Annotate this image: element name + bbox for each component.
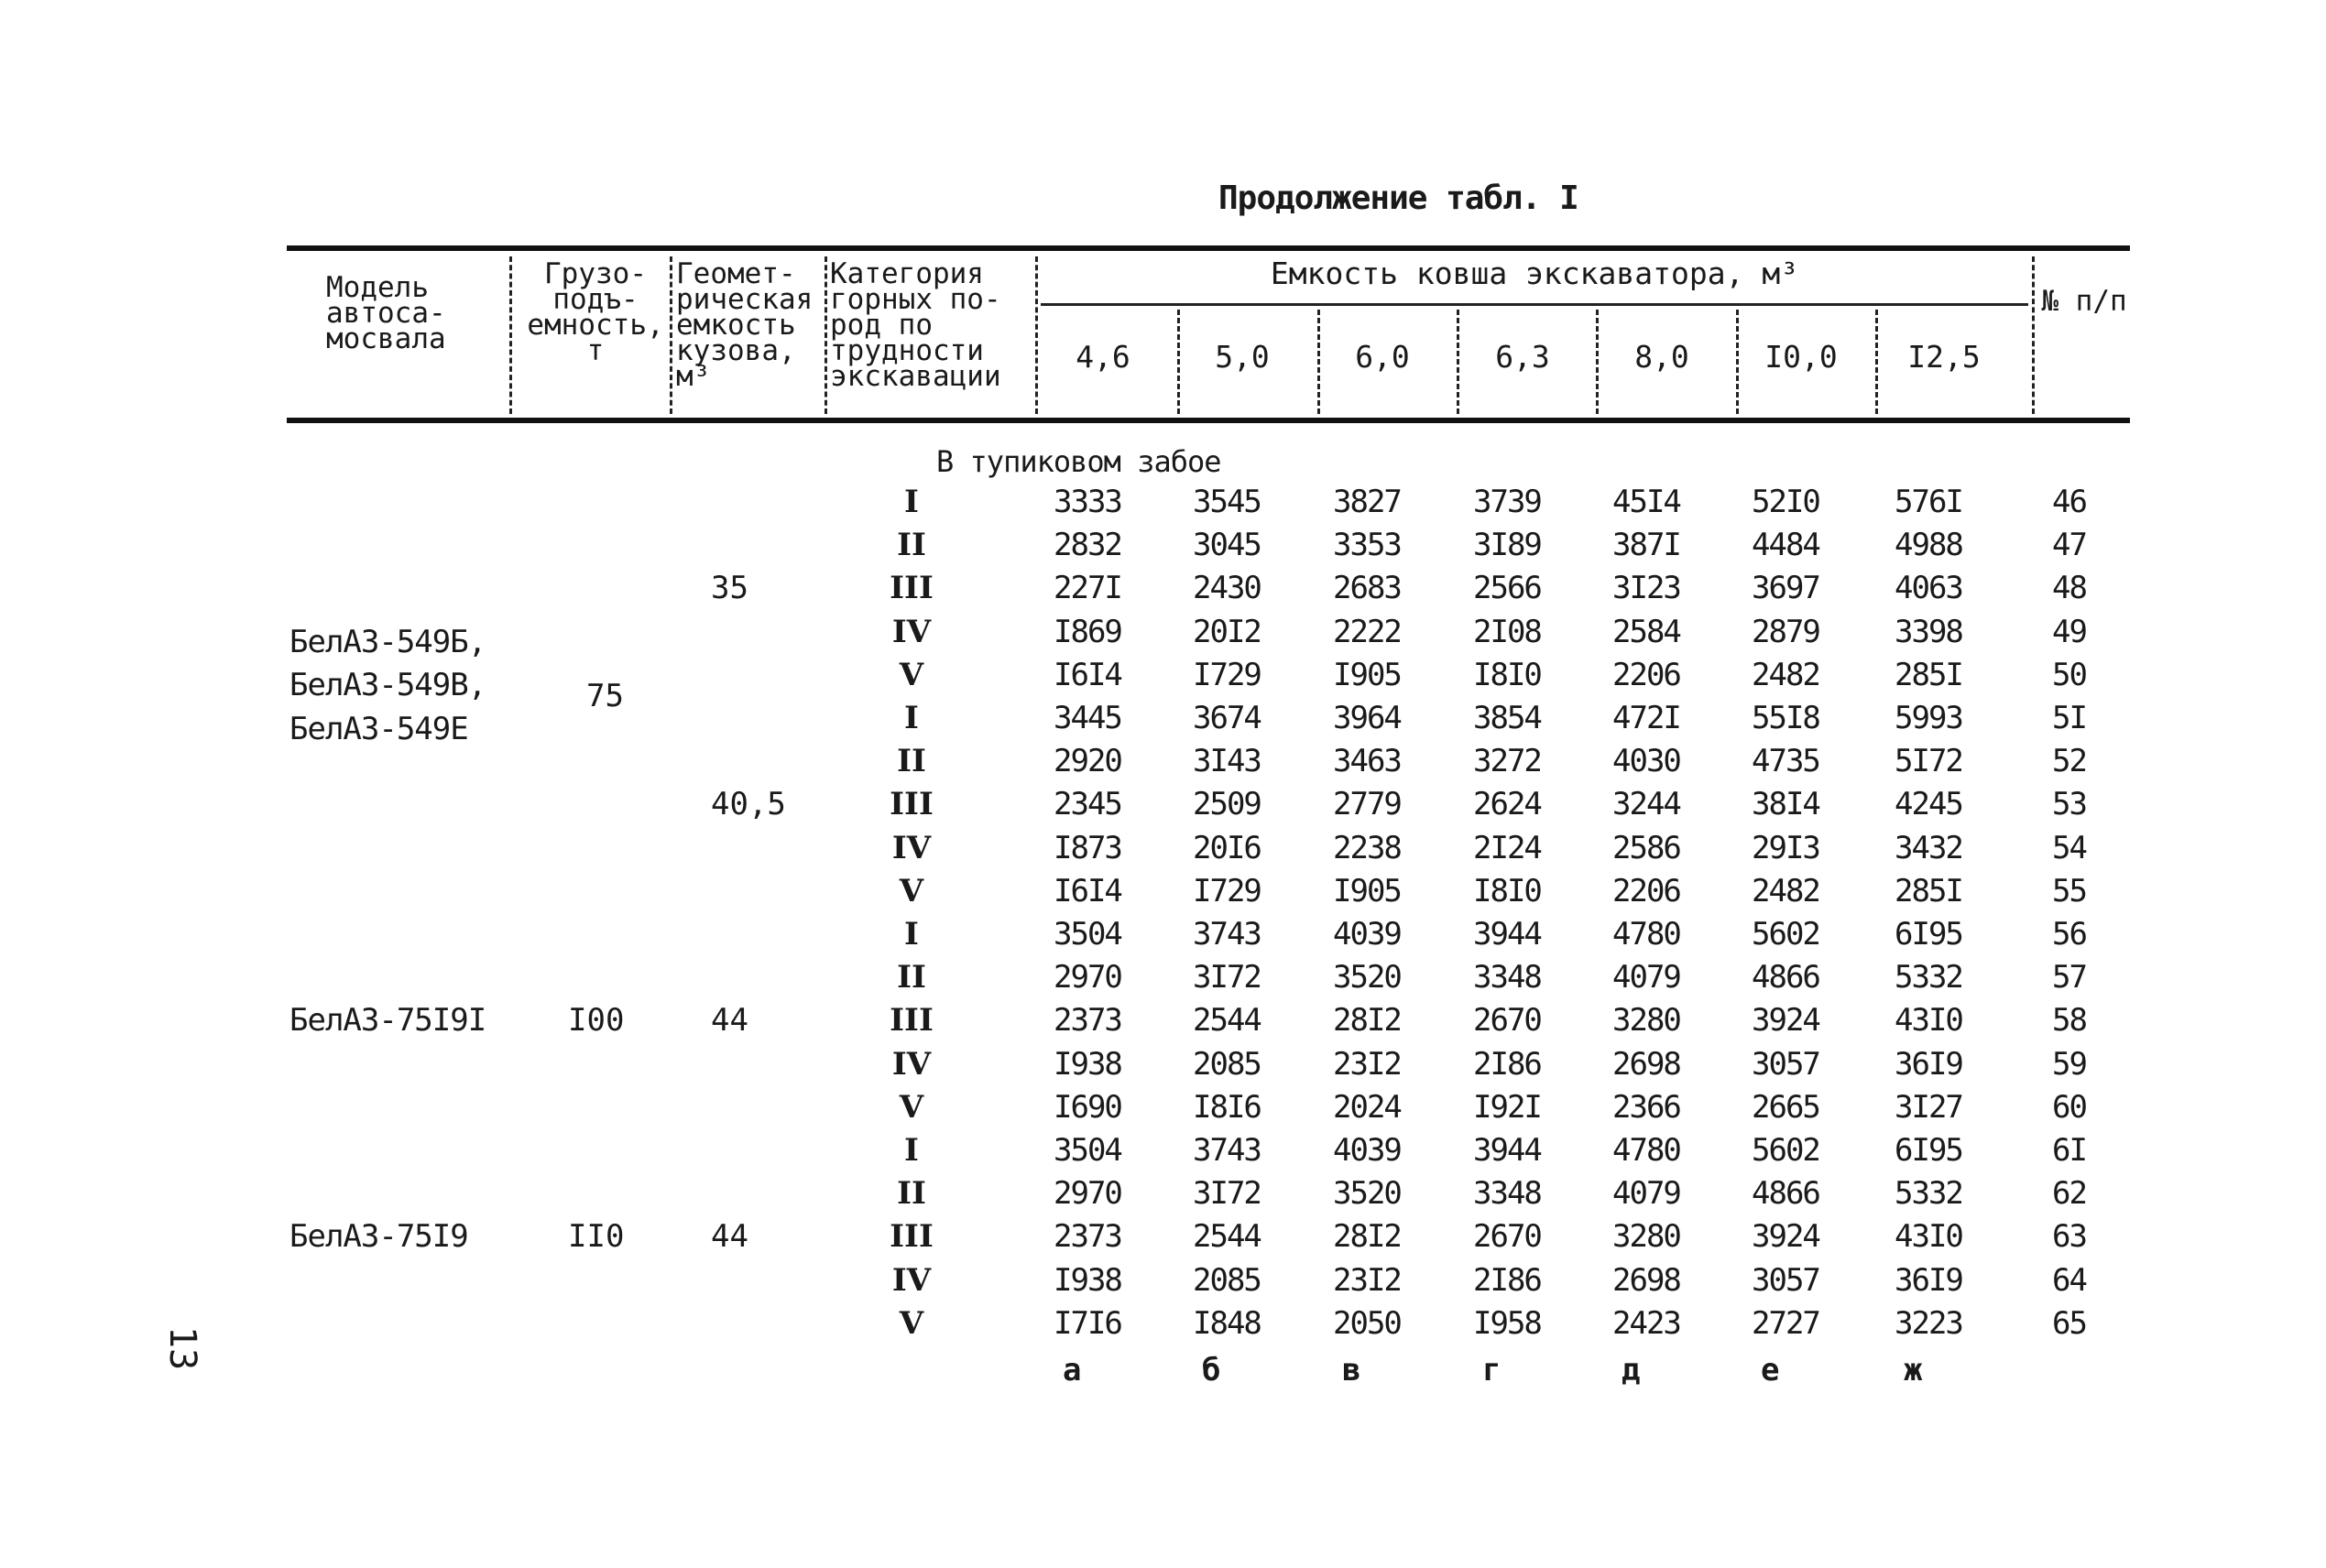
- truck-model: БелАЗ-549Б,: [289, 624, 486, 661]
- header-sep: [1596, 310, 1599, 414]
- rock-category: IV: [891, 1045, 932, 1083]
- rock-category: III: [890, 1002, 934, 1040]
- table-cell: 3743: [1193, 1132, 1261, 1169]
- table-cell: 3I89: [1473, 527, 1541, 564]
- table-cell: 3743: [1193, 916, 1261, 953]
- table-cell: I8I6: [1193, 1088, 1261, 1126]
- table-cell: 4780: [1612, 1132, 1680, 1169]
- table-cell: 2085: [1193, 1261, 1261, 1299]
- row-number: 54: [2052, 829, 2086, 866]
- table-cell: 4866: [1752, 1175, 1819, 1213]
- table-cell: 3827: [1333, 484, 1401, 520]
- table-cell: 2482: [1752, 656, 1819, 693]
- table-cell: 4735: [1752, 743, 1819, 780]
- table-cell: 38I4: [1752, 786, 1819, 823]
- table-cell: I938: [1054, 1045, 1121, 1083]
- truck-model: БелАЗ-75I9: [289, 1218, 468, 1256]
- column-letter: г: [1482, 1352, 1500, 1388]
- table-cell: 3I23: [1612, 570, 1680, 607]
- table-cell: 3272: [1473, 743, 1541, 780]
- rock-category: I: [904, 700, 919, 736]
- rock-category: IV: [891, 1261, 932, 1299]
- row-number: 49: [2052, 613, 2086, 650]
- table-cell: 23I2: [1333, 1261, 1401, 1299]
- table-cell: 23I2: [1333, 1045, 1401, 1083]
- table-cell: 4039: [1333, 1132, 1401, 1169]
- table-cell: 55I8: [1752, 700, 1819, 736]
- table-cell: I729: [1193, 656, 1261, 693]
- header-index: № п/п: [2041, 285, 2127, 318]
- table-cell: 6I95: [1895, 1132, 1962, 1169]
- header-bucket: Емкость ковша экскаватора, м³: [1270, 256, 1799, 291]
- header-sep: [1035, 256, 1038, 414]
- table-cell: 43I0: [1895, 1218, 1962, 1256]
- table-cell: 36I9: [1895, 1045, 1962, 1083]
- header-geometric: Геомет-рическая емкость кузова, м³: [676, 257, 814, 393]
- table-cell: I6I4: [1054, 872, 1121, 909]
- top-rule: [287, 245, 2130, 251]
- table-cell: 2586: [1612, 829, 1680, 866]
- table-cell: I690: [1054, 1088, 1121, 1126]
- table-cell: 20I6: [1193, 829, 1261, 866]
- table-cell: 5993: [1895, 700, 1962, 736]
- column-letter: б: [1202, 1352, 1219, 1388]
- table-cell: 6I95: [1895, 916, 1962, 953]
- table-cell: 2698: [1612, 1045, 1680, 1083]
- row-number: 56: [2052, 916, 2086, 953]
- table-cell: 4484: [1752, 527, 1819, 564]
- table-cell: 3545: [1193, 484, 1261, 520]
- row-number: 48: [2052, 570, 2086, 607]
- table-cell: 2544: [1193, 1218, 1261, 1256]
- header-sep: [670, 256, 672, 414]
- header-sep: [1177, 310, 1180, 414]
- table-cell: 29I3: [1752, 829, 1819, 866]
- table-cell: 2779: [1333, 786, 1401, 823]
- table-cell: 227I: [1054, 570, 1121, 607]
- rock-category: IV: [891, 613, 932, 650]
- table-cell: 36I9: [1895, 1261, 1962, 1299]
- table-cell: I8I0: [1473, 872, 1541, 909]
- table-cell: 2683: [1333, 570, 1401, 607]
- table-cell: 4245: [1895, 786, 1962, 823]
- bucket-column-header: I0,0: [1764, 339, 1838, 375]
- table-cell: 3353: [1333, 527, 1401, 564]
- load-capacity: II0: [568, 1218, 625, 1256]
- table-cell: 3964: [1333, 700, 1401, 736]
- bucket-column-header: I2,5: [1907, 339, 1981, 375]
- table-cell: I6I4: [1054, 656, 1121, 693]
- table-cell: 3398: [1895, 613, 1962, 650]
- table-cell: I938: [1054, 1261, 1121, 1299]
- row-number: 52: [2052, 743, 2086, 780]
- row-number: 58: [2052, 1002, 2086, 1040]
- table-cell: 2423: [1612, 1304, 1680, 1342]
- table-cell: 576I: [1895, 484, 1962, 520]
- table-cell: I7I6: [1054, 1304, 1121, 1342]
- rock-category: III: [890, 1218, 934, 1256]
- table-cell: 4079: [1612, 959, 1680, 996]
- table-cell: 2366: [1612, 1088, 1680, 1126]
- table-cell: 2727: [1752, 1304, 1819, 1342]
- table-cell: 3I27: [1895, 1088, 1962, 1126]
- column-letter: а: [1063, 1352, 1080, 1388]
- table-cell: 4780: [1612, 916, 1680, 953]
- table-cell: 2970: [1054, 959, 1121, 996]
- table-cell: 2624: [1473, 786, 1541, 823]
- header-category: Категория горных по-род по трудности экскавации: [830, 257, 1001, 393]
- row-number: 63: [2052, 1218, 2086, 1256]
- row-number: 62: [2052, 1175, 2086, 1213]
- table-cell: 3504: [1054, 1132, 1121, 1169]
- row-number: 64: [2052, 1261, 2086, 1299]
- rock-category: I: [904, 916, 919, 953]
- table-cell: 2345: [1054, 786, 1121, 823]
- table-cell: I905: [1333, 872, 1401, 909]
- bucket-column-header: 4,6: [1076, 339, 1130, 375]
- table-cell: 2509: [1193, 786, 1261, 823]
- geometric-capacity: 35: [711, 570, 748, 607]
- table-cell: 2373: [1054, 1002, 1121, 1040]
- table-cell: 3I43: [1193, 743, 1261, 780]
- row-number: 53: [2052, 786, 2086, 823]
- row-number: 60: [2052, 1088, 2086, 1126]
- table-cell: 2566: [1473, 570, 1541, 607]
- table-cell: 3445: [1054, 700, 1121, 736]
- table-cell: 2I86: [1473, 1261, 1541, 1299]
- table-cell: 5332: [1895, 959, 1962, 996]
- table-cell: 2670: [1473, 1002, 1541, 1040]
- header-sep: [1317, 310, 1320, 414]
- table-cell: 3854: [1473, 700, 1541, 736]
- table-cell: 4039: [1333, 916, 1401, 953]
- table-cell: 28I2: [1333, 1218, 1401, 1256]
- geometric-capacity: 44: [711, 1218, 748, 1256]
- section-title: В тупиковом забое: [936, 444, 1221, 479]
- column-letter: в: [1342, 1352, 1360, 1388]
- rock-category: III: [890, 786, 934, 823]
- table-cell: 3333: [1054, 484, 1121, 520]
- geometric-capacity: 44: [711, 1002, 748, 1040]
- table-cell: I848: [1193, 1304, 1261, 1342]
- table-cell: 2024: [1333, 1088, 1401, 1126]
- table-cell: 2920: [1054, 743, 1121, 780]
- table-cell: 28I2: [1333, 1002, 1401, 1040]
- bucket-column-header: 5,0: [1215, 339, 1270, 375]
- table-cell: 3520: [1333, 959, 1401, 996]
- table-cell: 4866: [1752, 959, 1819, 996]
- header-sep: [2032, 256, 2035, 414]
- truck-model: БелАЗ-549Е: [289, 710, 468, 747]
- table-cell: 4079: [1612, 1175, 1680, 1213]
- table-cell: I905: [1333, 656, 1401, 693]
- rock-category: II: [897, 527, 926, 564]
- table-cell: 43I0: [1895, 1002, 1962, 1040]
- table-cell: 2665: [1752, 1088, 1819, 1126]
- table-cell: 2238: [1333, 829, 1401, 866]
- page-number: 13: [161, 1326, 203, 1371]
- rock-category: IV: [891, 829, 932, 866]
- table-cell: 3504: [1054, 916, 1121, 953]
- table-cell: 3463: [1333, 743, 1401, 780]
- table-cell: 3924: [1752, 1218, 1819, 1256]
- row-number: 50: [2052, 656, 2086, 693]
- table-cell: I869: [1054, 613, 1121, 650]
- table-cell: 45I4: [1612, 484, 1680, 520]
- table-cell: 2584: [1612, 613, 1680, 650]
- rock-category: V: [899, 1088, 924, 1126]
- row-number: 5I: [2052, 700, 2086, 736]
- rock-category: II: [897, 1175, 926, 1213]
- rock-category: V: [899, 656, 924, 693]
- table-cell: 2222: [1333, 613, 1401, 650]
- rock-category: II: [897, 743, 926, 780]
- header-sep: [509, 256, 512, 414]
- table-cell: 3520: [1333, 1175, 1401, 1213]
- table-cell: 387I: [1612, 527, 1680, 564]
- table-cell: 2832: [1054, 527, 1121, 564]
- row-number: 46: [2052, 484, 2086, 520]
- table-cell: 20I2: [1193, 613, 1261, 650]
- load-capacity: I00: [568, 1002, 625, 1040]
- rock-category: V: [899, 872, 924, 909]
- table-cell: 3944: [1473, 1132, 1541, 1169]
- table-cell: 5602: [1752, 916, 1819, 953]
- table-cell: 5332: [1895, 1175, 1962, 1213]
- table-cell: 3280: [1612, 1002, 1680, 1040]
- bucket-header-rule: [1041, 303, 2028, 306]
- table-cell: 3674: [1193, 700, 1261, 736]
- table-cell: I729: [1193, 872, 1261, 909]
- row-number: 6I: [2052, 1132, 2086, 1169]
- truck-model: БелАЗ-549В,: [289, 667, 486, 704]
- table-cell: 3944: [1473, 916, 1541, 953]
- table-cell: 2206: [1612, 656, 1680, 693]
- row-number: 47: [2052, 527, 2086, 564]
- table-cell: 3280: [1612, 1218, 1680, 1256]
- table-cell: 3432: [1895, 829, 1962, 866]
- truck-model: БелАЗ-75I9I: [289, 1002, 486, 1040]
- table-cell: 472I: [1612, 700, 1680, 736]
- table-cell: 3348: [1473, 1175, 1541, 1213]
- header-sep: [1736, 310, 1739, 414]
- table-cell: 3348: [1473, 959, 1541, 996]
- table-cell: 2050: [1333, 1304, 1401, 1342]
- bucket-column-header: 6,0: [1355, 339, 1410, 375]
- table-cell: 2085: [1193, 1045, 1261, 1083]
- row-number: 55: [2052, 872, 2086, 909]
- table-cell: 2430: [1193, 570, 1261, 607]
- table-cell: 52I0: [1752, 484, 1819, 520]
- table-cell: 3057: [1752, 1045, 1819, 1083]
- table-cell: 4988: [1895, 527, 1962, 564]
- table-cell: 3I72: [1193, 1175, 1261, 1213]
- table-cell: 3697: [1752, 570, 1819, 607]
- row-number: 65: [2052, 1304, 2086, 1342]
- header-bottom-rule: [287, 418, 2130, 423]
- rock-category: I: [904, 1132, 919, 1169]
- table-caption: Продолжение табл. I: [1218, 180, 1578, 217]
- row-number: 59: [2052, 1045, 2086, 1083]
- table-cell: 2I86: [1473, 1045, 1541, 1083]
- table-cell: 3045: [1193, 527, 1261, 564]
- table-cell: 3739: [1473, 484, 1541, 520]
- table-cell: I873: [1054, 829, 1121, 866]
- geometric-capacity: 40,5: [711, 786, 786, 823]
- rock-category: I: [904, 484, 919, 520]
- table-cell: 2373: [1054, 1218, 1121, 1256]
- table-cell: 3223: [1895, 1304, 1962, 1342]
- table-cell: 3924: [1752, 1002, 1819, 1040]
- rock-category: II: [897, 959, 926, 996]
- table-cell: 2206: [1612, 872, 1680, 909]
- table-cell: 285I: [1895, 872, 1962, 909]
- table-cell: 3I72: [1193, 959, 1261, 996]
- bucket-column-header: 6,3: [1495, 339, 1550, 375]
- table-cell: 5I72: [1895, 743, 1962, 780]
- column-letter: ж: [1904, 1352, 1921, 1388]
- table-cell: 4030: [1612, 743, 1680, 780]
- table-cell: 3244: [1612, 786, 1680, 823]
- table-cell: I8I0: [1473, 656, 1541, 693]
- rock-category: V: [899, 1304, 924, 1342]
- rock-category: III: [890, 570, 934, 607]
- table-cell: I92I: [1473, 1088, 1541, 1126]
- table-cell: 285I: [1895, 656, 1962, 693]
- table-cell: 2I24: [1473, 829, 1541, 866]
- header-sep: [1875, 310, 1878, 414]
- header-capacity: Грузо-подъ-емность, т: [527, 257, 664, 367]
- header-model: Модель автоса-мосвала: [326, 271, 446, 355]
- table-cell: 5602: [1752, 1132, 1819, 1169]
- table-cell: 2I08: [1473, 613, 1541, 650]
- table-cell: 2670: [1473, 1218, 1541, 1256]
- table-cell: 3057: [1752, 1261, 1819, 1299]
- table-cell: 4063: [1895, 570, 1962, 607]
- header-sep: [824, 256, 827, 414]
- table-cell: 2698: [1612, 1261, 1680, 1299]
- header-sep: [1457, 310, 1459, 414]
- table-cell: 2544: [1193, 1002, 1261, 1040]
- table-cell: 2482: [1752, 872, 1819, 909]
- table-cell: 2970: [1054, 1175, 1121, 1213]
- load-capacity: 75: [586, 678, 624, 715]
- column-letter: д: [1622, 1352, 1639, 1388]
- bucket-column-header: 8,0: [1634, 339, 1689, 375]
- column-letter: е: [1761, 1352, 1778, 1388]
- table-cell: I958: [1473, 1304, 1541, 1342]
- row-number: 57: [2052, 959, 2086, 996]
- table-cell: 2879: [1752, 613, 1819, 650]
